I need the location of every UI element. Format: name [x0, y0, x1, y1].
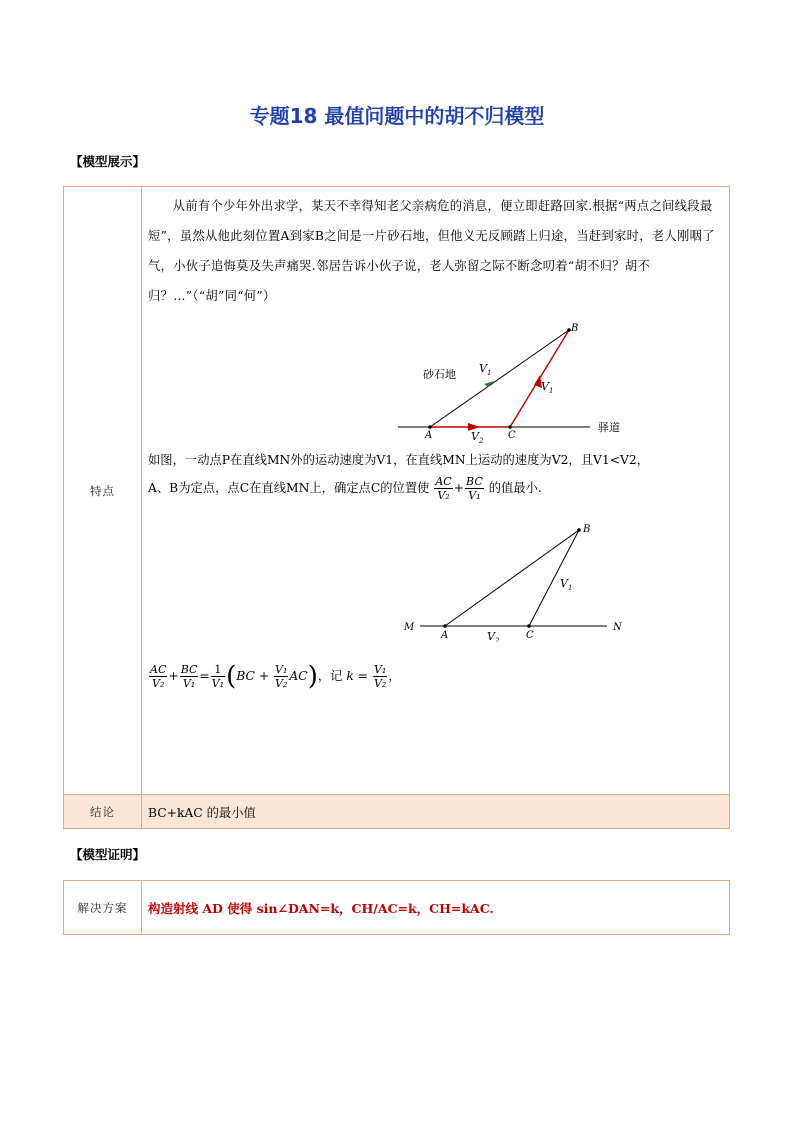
fraction-BC-over-V1: $\frac{BC}{\text{V₁}}$ [466, 475, 483, 502]
description-line-1: 如图，一动点P在直线MN外的运动速度为V1，在直线MN上运动的速度为V2，且V1<V2， [148, 453, 650, 467]
model-table [63, 186, 730, 829]
formula-note: ，记 [317, 669, 343, 683]
point-B [577, 528, 581, 532]
description-text: A、B为定点，点C在直线MN上，确定点C的位置使 [148, 481, 430, 495]
figure-mn-diagram [142, 510, 728, 642]
label-V1: $V_1$ [560, 577, 573, 592]
label-road: 驿道 [598, 421, 620, 434]
conclusion-cell [142, 795, 730, 829]
fraction-1-over-V1: $\frac{1}{\text{V₁}}$ [211, 663, 225, 690]
label-C: C [526, 630, 534, 641]
solution-label-cell [64, 881, 142, 935]
label-B: B [583, 524, 591, 535]
conclusion-text: BC+kAC 的最小值 [148, 805, 256, 820]
solution-cell [142, 881, 730, 935]
label-C: C [508, 430, 516, 441]
segment-AB [445, 530, 579, 626]
label-N: N [613, 622, 622, 633]
label-B: B [571, 323, 579, 334]
description-line-2: A、B为定点，点C在直线MN上，确定点C的位置使 $\frac{AC}{\text{V₂}}$ + $\frac{BC}{\text{V₁}}$ 的值最小. [148, 475, 542, 502]
story-paragraph: 从前有个少年外出求学，某天不幸得知老父亲病危的消息，便立即赶路回家.根据“两点之间线段最短”，虽然从他此刻位置A到家B之间是一片砂石地，但他义无反顾踏上归途，当赶到家时，老人刚咽了气，小伙子追悔莫及失声痛哭.邻居告诉小伙子说，老人弥留之际不断念叨着“胡不归？胡不归？…”（“胡”同“何”） [148, 199, 715, 303]
solution-text: 构造射线 AD 使得 sin∠DAN=k，CH/AC=k，CH=kAC. [148, 900, 494, 916]
feature-label: 特点 [90, 483, 115, 498]
label-V1-sand: $V_1$ [479, 362, 492, 377]
page-title: 专题18 最值问题中的胡不归模型 [249, 104, 545, 128]
label-V1-segment: $V_1$ [541, 380, 554, 395]
label-sand: 砂石地 [423, 368, 456, 381]
fraction-V1-over-V2: $\frac{\text{V₁}}{\text{V₂}}$ [275, 663, 288, 690]
fraction-AC-over-V2: $\frac{AC}{\text{V₂}}$ [435, 475, 452, 502]
description-tail: 的值最小. [488, 481, 542, 495]
conclusion-label: 结论 [90, 804, 115, 819]
fraction-AC-over-V2: $\frac{AC}{\text{V₂}}$ [150, 663, 167, 690]
label-V2: $V_2$ [471, 430, 484, 445]
fraction-BC-over-V1: $\frac{BC}{\text{V₁}}$ [180, 663, 198, 690]
point-A [443, 624, 447, 628]
label-M: M [404, 622, 415, 633]
figure-route-diagram [142, 311, 728, 446]
point-A [428, 425, 432, 429]
proof-table [63, 880, 730, 935]
point-C [527, 624, 531, 628]
formula-row: $\frac{AC}{\text{V₂}}$ + $\frac{BC}{\text{V₁}}$ = $\frac{1}{\text{V₁}}$ (BC + $\frac{\text{V₁}}{\text{V₂}}$ AC)，记 k = $\frac{\text{V₁}}{\text{V₂}}$ ， [150, 661, 401, 692]
feature-content-cell [142, 187, 730, 795]
conclusion-label-cell [64, 795, 142, 829]
label-V2: $V_2$ [487, 630, 500, 642]
segment-CB [529, 530, 579, 626]
section-heading-model-display: 【模型展示】 [70, 154, 146, 169]
solution-label: 解决方案 [77, 900, 128, 915]
label-A: A [441, 630, 449, 641]
feature-label-cell [64, 187, 142, 795]
formula-end: ， [388, 669, 401, 683]
label-A: A [425, 430, 433, 441]
formula-k: k = [346, 669, 369, 683]
section-heading-model-proof: 【模型证明】 [70, 847, 146, 862]
fraction-k: $\frac{\text{V₁}}{\text{V₂}}$ [373, 663, 387, 690]
point-C [508, 425, 512, 429]
